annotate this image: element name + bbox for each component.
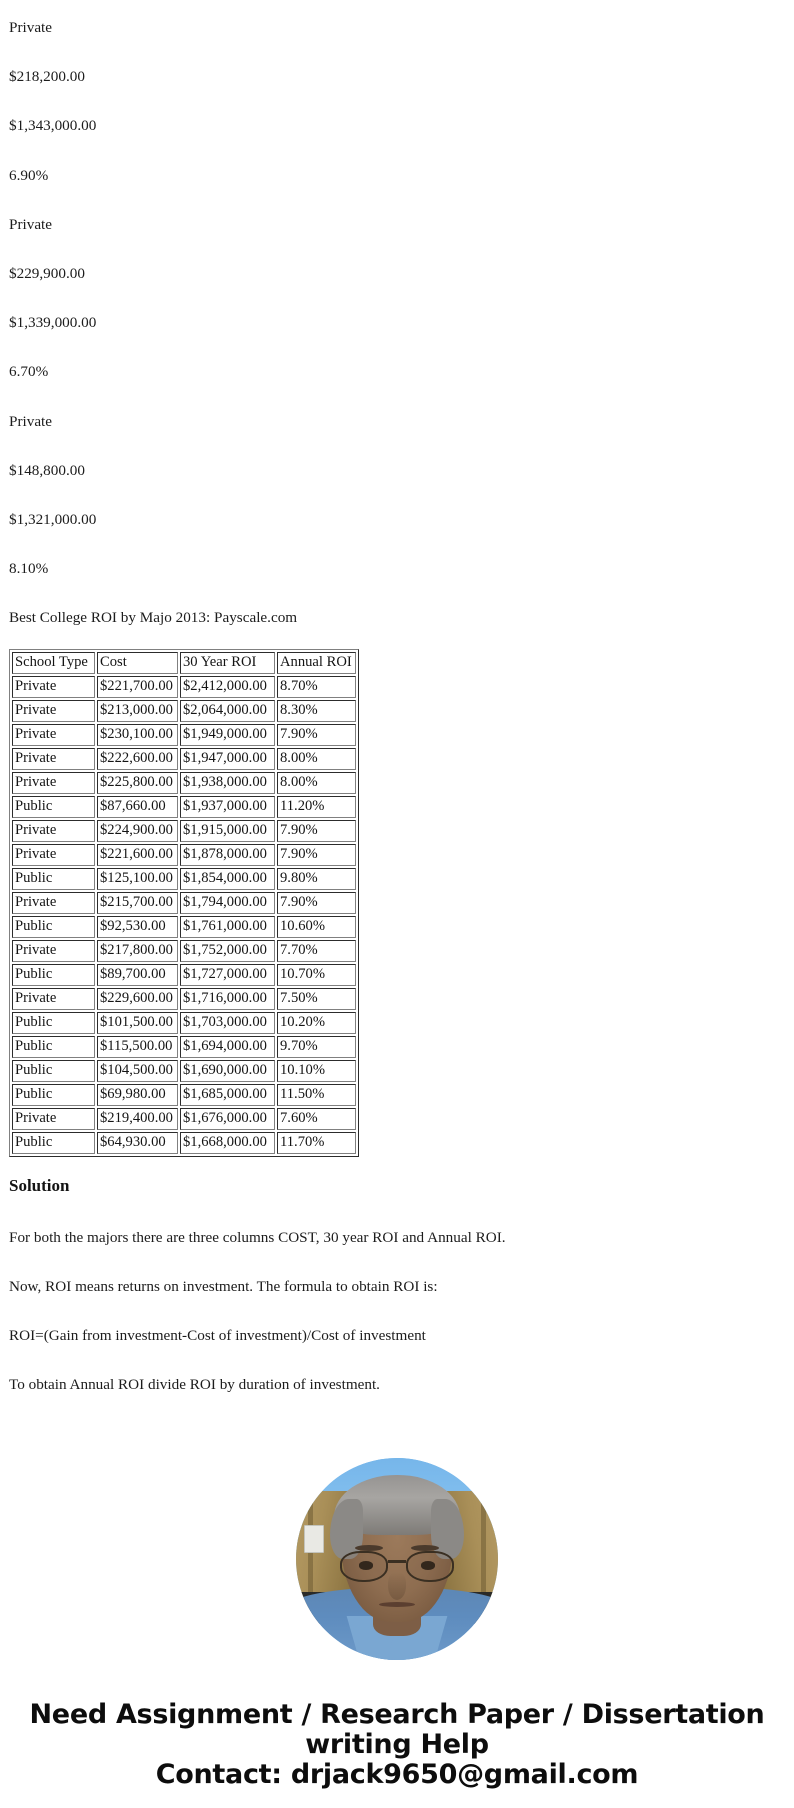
leading-value: 6.90% [9,166,49,184]
table-row [12,700,356,722]
cell-cost: $217,800.00 [97,940,178,962]
column-header-school-type: School Type [12,652,95,674]
cell-cost: $221,600.00 [97,844,178,866]
cell-school-type: Private [12,676,95,698]
cell-annual-roi: 9.80% [277,868,356,890]
leading-value: $148,800.00 [9,461,85,479]
table-row [12,1036,356,1058]
table-row [12,892,356,914]
cell-school-type: Private [12,1108,95,1130]
table-row [12,1084,356,1106]
cell-annual-roi: 10.60% [277,916,356,938]
cell-annual-roi: 10.70% [277,964,356,986]
cell-school-type: Public [12,796,95,818]
leading-values-list [9,0,785,593]
solution-body [9,1210,785,1410]
cell-cost: $224,900.00 [97,820,178,842]
solution-paragraph: ROI=(Gain from investment-Cost of investment)/Cost of investment [9,1327,426,1345]
cell-school-type: Private [12,748,95,770]
table-row [12,940,356,962]
cell-30-year-roi: $1,854,000.00 [180,868,275,890]
cell-30-year-roi: $1,668,000.00 [180,1132,275,1154]
avatar-background-switch [304,1525,324,1553]
leading-value: $218,200.00 [9,68,85,86]
cell-30-year-roi: $1,690,000.00 [180,1060,275,1082]
leading-value: Private [9,412,53,430]
cell-annual-roi: 7.50% [277,988,356,1010]
cell-annual-roi: 7.60% [277,1108,356,1130]
cell-annual-roi: 11.70% [277,1132,356,1154]
cell-30-year-roi: $1,752,000.00 [180,940,275,962]
cell-school-type: Private [12,700,95,722]
cell-school-type: Public [12,964,95,986]
table-caption: Best College ROI by Majo 2013: Payscale.com [9,609,298,627]
column-header-30-year-roi: 30 Year ROI [180,652,275,674]
cell-30-year-roi: $1,938,000.00 [180,772,275,794]
leading-value: 8.10% [9,560,49,578]
table-row [12,748,356,770]
cell-30-year-roi: $1,794,000.00 [180,892,275,914]
cell-cost: $92,530.00 [97,916,178,938]
cell-school-type: Private [12,820,95,842]
cell-cost: $115,500.00 [97,1036,178,1058]
cell-cost: $125,100.00 [97,868,178,890]
table-row [12,964,356,986]
cell-30-year-roi: $1,685,000.00 [180,1084,275,1106]
table-row [12,1132,356,1154]
leading-value: $229,900.00 [9,265,85,283]
column-header-annual-roi: Annual ROI [277,652,356,674]
cell-school-type: Private [12,892,95,914]
cell-school-type: Private [12,772,95,794]
cell-cost: $225,800.00 [97,772,178,794]
avatar [296,1458,498,1660]
leading-value: $1,321,000.00 [9,511,97,529]
cell-annual-roi: 8.00% [277,748,356,770]
cell-cost: $221,700.00 [97,676,178,698]
cell-school-type: Private [12,724,95,746]
avatar-mouth [379,1602,415,1607]
table-row [12,796,356,818]
cell-annual-roi: 9.70% [277,1036,356,1058]
table-row [12,988,356,1010]
solution-paragraph: To obtain Annual ROI divide ROI by duration of investment. [9,1376,380,1394]
cell-cost: $69,980.00 [97,1084,178,1106]
avatar-hair-left [330,1499,362,1560]
cell-cost: $219,400.00 [97,1108,178,1130]
solution-heading: Solution [9,1175,70,1195]
avatar-lens-right [406,1551,454,1581]
cell-cost: $87,660.00 [97,796,178,818]
cell-annual-roi: 8.00% [277,772,356,794]
table-row [12,1012,356,1034]
table-row [12,820,356,842]
table-row [12,868,356,890]
cell-annual-roi: 8.70% [277,676,356,698]
leading-value: Private [9,215,53,233]
cell-cost: $89,700.00 [97,964,178,986]
footer-line-2: writing Help [305,1729,489,1761]
column-header-cost: Cost [97,652,178,674]
cell-30-year-roi: $1,716,000.00 [180,988,275,1010]
table-row [12,1108,356,1130]
cell-annual-roi: 7.90% [277,892,356,914]
cell-school-type: Private [12,844,95,866]
cell-30-year-roi: $1,878,000.00 [180,844,275,866]
cell-school-type: Public [12,916,95,938]
cell-annual-roi: 11.50% [277,1084,356,1106]
cell-cost: $215,700.00 [97,892,178,914]
table-row [12,1060,356,1082]
table-body [12,676,356,1154]
cell-30-year-roi: $1,915,000.00 [180,820,275,842]
cell-cost: $222,600.00 [97,748,178,770]
cell-30-year-roi: $1,694,000.00 [180,1036,275,1058]
avatar-glasses-bridge [388,1560,406,1563]
cell-school-type: Private [12,940,95,962]
cell-annual-roi: 7.90% [277,844,356,866]
roi-table [9,649,359,1157]
leading-value: $1,343,000.00 [9,117,97,135]
cell-school-type: Public [12,1060,95,1082]
cell-30-year-roi: $1,937,000.00 [180,796,275,818]
cell-annual-roi: 10.10% [277,1060,356,1082]
cell-cost: $104,500.00 [97,1060,178,1082]
cell-school-type: Public [12,868,95,890]
table-row [12,844,356,866]
cell-30-year-roi: $2,064,000.00 [180,700,275,722]
cell-school-type: Public [12,1012,95,1034]
cell-school-type: Public [12,1132,95,1154]
cell-school-type: Private [12,988,95,1010]
avatar-nose [388,1572,406,1600]
cell-30-year-roi: $2,412,000.00 [180,676,275,698]
cell-annual-roi: 7.70% [277,940,356,962]
cell-annual-roi: 11.20% [277,796,356,818]
cell-annual-roi: 10.20% [277,1012,356,1034]
cell-annual-roi: 8.30% [277,700,356,722]
table-row [12,916,356,938]
table-head [12,652,356,674]
footer-line-1: Need Assignment / Research Paper / Dissertation [29,1699,765,1731]
avatar-lens-left [340,1551,388,1581]
cell-cost: $213,000.00 [97,700,178,722]
leading-value: 6.70% [9,363,49,381]
cell-annual-roi: 7.90% [277,820,356,842]
cell-30-year-roi: $1,703,000.00 [180,1012,275,1034]
avatar-container [0,1409,794,1660]
footer-contact-banner [0,1660,794,1808]
table-row [12,676,356,698]
cell-cost: $64,930.00 [97,1132,178,1154]
cell-30-year-roi: $1,949,000.00 [180,724,275,746]
cell-30-year-roi: $1,676,000.00 [180,1108,275,1130]
cell-cost: $229,600.00 [97,988,178,1010]
solution-paragraph: Now, ROI means returns on investment. The formula to obtain ROI is: [9,1277,438,1295]
table-row [12,724,356,746]
leading-value: Private [9,19,53,36]
cell-30-year-roi: $1,947,000.00 [180,748,275,770]
leading-value: $1,339,000.00 [9,314,97,332]
cell-annual-roi: 7.90% [277,724,356,746]
cell-30-year-roi: $1,761,000.00 [180,916,275,938]
table-row [12,772,356,794]
table-header-row [12,652,356,674]
cell-school-type: Public [12,1084,95,1106]
cell-school-type: Public [12,1036,95,1058]
cell-cost: $101,500.00 [97,1012,178,1034]
cell-cost: $230,100.00 [97,724,178,746]
footer-line-3: Contact: drjack9650@gmail.com [155,1759,639,1791]
cell-30-year-roi: $1,727,000.00 [180,964,275,986]
solution-paragraph: For both the majors there are three columns COST, 30 year ROI and Annual ROI. [9,1228,506,1246]
